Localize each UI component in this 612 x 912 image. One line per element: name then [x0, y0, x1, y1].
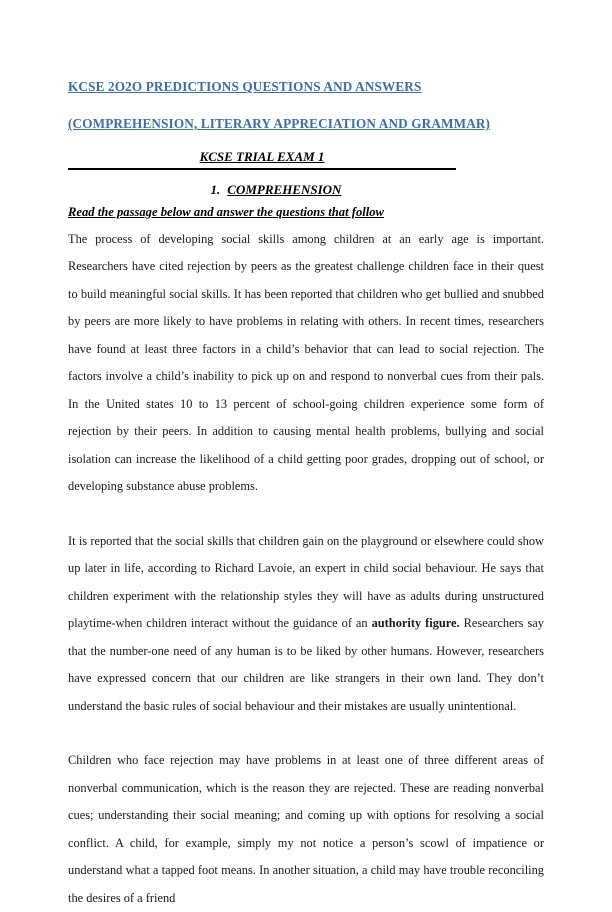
paragraph-2-text-after-bold: Researchers say that the number-one need of any human is to be liked by other humans. However, researchers have expressed concern that our children are like strangers in their own land. They don’t understand the basic rules of social behaviour and their mistakes are usually unintentional. — [68, 616, 544, 713]
section-number: 1. — [210, 181, 221, 197]
document-title-line-2: (COMPREHENSION, LITERARY APPRECIATION AND GRAMMAR) — [68, 116, 491, 132]
section-title: COMPREHENSION — [227, 181, 342, 197]
passage-paragraph-1: The process of developing social skills among children at an early age is important. Researchers have cited rejection by peers as the greatest challenge children face in their quest to build meaningful social skills. It has been reported that children who get bullied and snubbed by peers are more likely to have problems in relating with others. In recent times, researchers have found at least three factors in a child’s behavior that can lead to social rejection. The factors involve a child’s inability to pick up on and respond to nonverbal cues from their pals. In the United states 10 to 13 percent of school-going children experience some form of rejection by their peers. In addition to causing mental health problems, bullying and social isolation can increase the likelihood of a child getting poor grades, dropping out of school, or developing substance abuse problems. — [68, 231, 544, 494]
passage-body — [68, 226, 544, 912]
paragraph-2-bold-phrase: authority figure. — [371, 616, 460, 631]
passage-paragraph-3: Children who face rejection may have problems in at least one of three different areas of nonverbal communication, which is the reason they are rejected. These are reading nonverbal cues; understanding their social meaning; and coming up with options for resolving a social conflict. A child, for example, simply my not notice a person’s scowl of impatience or understand what a tapped foot means. In another situation, a child may have trouble reconciling the desires of a friend — [68, 753, 544, 905]
paragraph-2-text-before-bold: It is reported that the social skills that children gain on the playground or elsewhere could show up later in life, according to Richard Lavoie, an expert in child social behaviour. He says that children experiment with the relationship styles they will have as adults during unstructured playtime-when children interact without the guidance of an — [68, 533, 544, 631]
document-content — [68, 80, 544, 912]
section-heading — [68, 182, 544, 198]
document-title-line-1: KCSE 2O2O PREDICTIONS QUESTIONS AND ANSWERS — [68, 79, 422, 94]
exam-header: KCSE TRIAL EXAM 1 — [68, 150, 456, 170]
passage-paragraph-2 — [68, 528, 544, 721]
passage-instruction: Read the passage below and answer the questions that follow — [68, 204, 384, 219]
header-rule-spacer — [68, 172, 544, 176]
